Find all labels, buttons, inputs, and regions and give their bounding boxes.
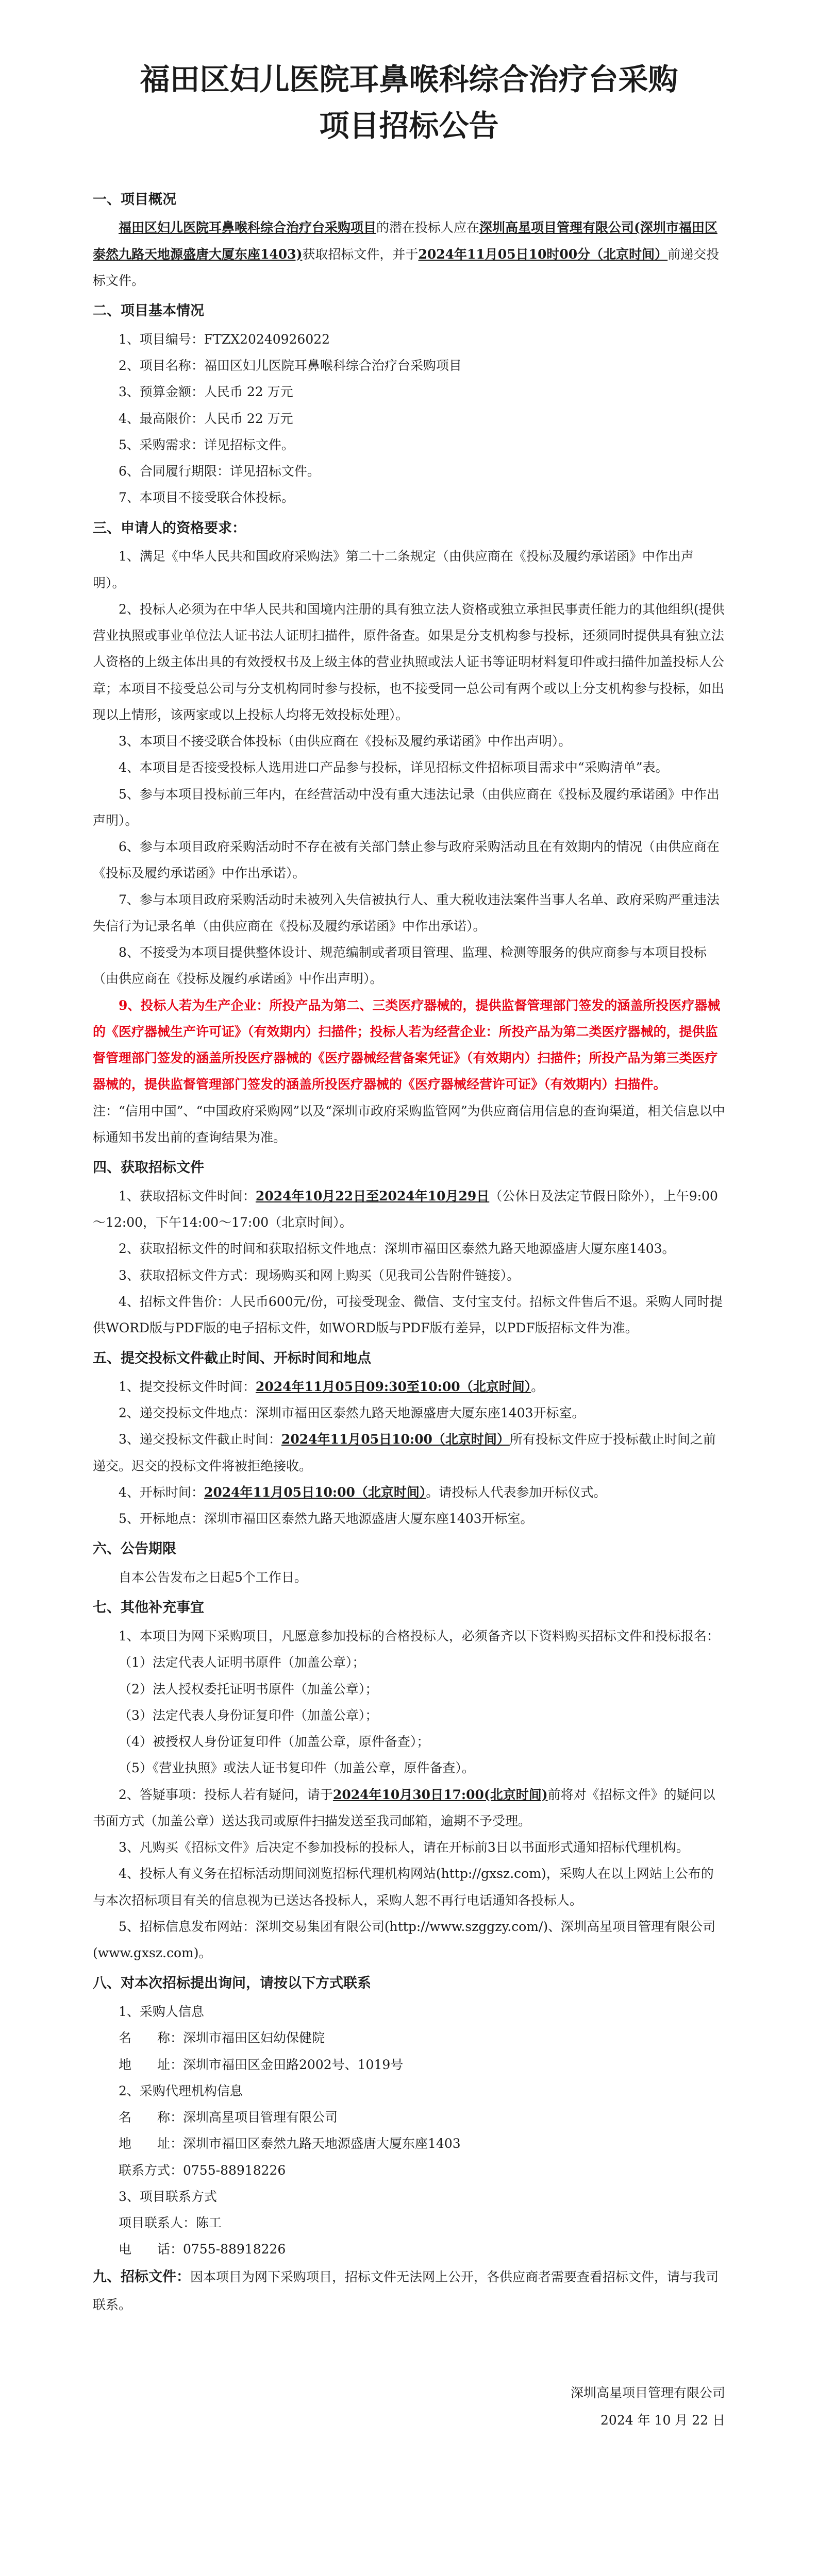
page-title <box>93 57 725 149</box>
offline-purchase-note: 1、本项目为网下采购项目，凡愿意参加投标的合格投标人，必须备齐以下资料购买招标文件和投标报名： <box>119 1629 720 1644</box>
project-name-inline: 福田区妇儿医院耳鼻喉科综合治疗台采购项目 <box>119 220 377 235</box>
s1-text-d: 获取招标文件，并于 <box>302 246 419 262</box>
section-6-heading: 六、公告期限 <box>93 1541 176 1557</box>
section-1-heading: 一、项目概况 <box>93 191 176 208</box>
qualification-item: 1、满足《中华人民共和国政府采购法》第二十二条规定（由供应商在《投标及履约承诺函》中作出声明）。 <box>93 549 694 590</box>
deadline-inline: 2024年11月05日10时00分（北京时间） <box>418 246 668 262</box>
section-7-heading: 七、其他补充事宜 <box>93 1600 204 1616</box>
submission-time-label: 1、提交投标文件时间： <box>119 1379 256 1394</box>
qualification-item: 2、投标人必须为在中华人民共和国境内注册的具有独立法人资格或独立承担民事责任能力的其他组织(提供营业执照或事业单位法人证书法人证明扫描件，原件备查。如果是分支机构参与投标，还须同时提供具有独立法人资格的上级主体出具的有效授权书及上级主体的营业执照或法人证书等证明材料复印件或扫描件加盖投标人公章；本项目不接受总公司与分支机构同时参与投标，也不接受同一总公司有两个或以上分支机构参与投标，如出现以上情形，该两家或以上投标人均将无效投标处理）。 <box>93 601 725 722</box>
section-1-body <box>93 214 725 294</box>
section-9-text: 因本项目为网下采购项目，招标文件无法网上公开，各供应商者需要查看招标文件，请与我司联系。 <box>93 2269 719 2313</box>
qa-note <box>93 1782 725 1835</box>
buyer-address <box>93 2052 725 2078</box>
withdraw-note: 3、凡购买《招标文件》后决定不参加投标的投标人，请在开标前3日以书面形式通知招标代理机构。 <box>119 1840 689 1855</box>
section-4-heading: 四、获取招标文件 <box>93 1160 204 1176</box>
agent-name-label: 名 称： <box>119 2110 183 2125</box>
agent-info-heading: 2、采购代理机构信息 <box>119 2083 243 2098</box>
buyer-name-label: 名 称： <box>119 2030 183 2046</box>
publishing-sites-note: 5、招标信息发布网站：深圳交易集团有限公司(http://www.szggzy.com/)、深圳高星项目管理有限公司(www.gxsz.com)。 <box>93 1919 716 1961</box>
agent-address <box>93 2130 725 2157</box>
opening-time <box>93 1479 725 1505</box>
required-document: （2）法人授权委托证明书原件（加盖公章）； <box>119 1681 378 1697</box>
title-line-2: 项目招标公告 <box>319 108 499 143</box>
basic-info-item: 3、预算金额：人民币 22 万元 <box>119 384 293 400</box>
opening-time-detail: 。请投标人代表参加开标仪式。 <box>426 1484 607 1500</box>
basic-info-item: 6、合同履行期限：详见招标文件。 <box>119 464 320 479</box>
qa-label: 2、答疑事项：投标人若有疑问，请于 <box>119 1787 333 1802</box>
s1-text-f: 前递交投标文件。 <box>93 246 720 288</box>
qualification-item: 7、参与本项目政府采购活动时未被列入失信被执行人、重大税收违法案件当事人名单、政府采购严重违法失信行为记录名单（由供应商在《投标及履约承诺函》中作出承诺）。 <box>93 892 720 934</box>
project-contact-heading: 3、项目联系方式 <box>119 2189 217 2204</box>
qualification-item: 4、本项目是否接受投标人选用进口产品参与投标，详见招标文件招标项目需求中“采购清单”表。 <box>119 760 669 775</box>
agent-name <box>93 2104 725 2130</box>
website-obligation-note: 4、投标人有义务在招标活动期间浏览招标代理机构网站(http://gxsz.com)，采购人在以上网站上公布的与本次招标项目有关的信息视为已送达各投标人，采购人恕不再行电话通知各投标人。 <box>93 1866 714 1908</box>
obtain-time <box>93 1183 725 1236</box>
section-2-heading: 二、项目基本情况 <box>93 303 204 319</box>
basic-info-item: 4、最高限价：人民币 22 万元 <box>119 411 293 426</box>
qualification-item: 3、本项目不接受联合体投标（由供应商在《投标及履约承诺函》中作出声明）。 <box>119 734 572 749</box>
buyer-address-value: 深圳市福田区金田路2002号、1019号 <box>183 2057 404 2072</box>
opening-time-label: 4、开标时间： <box>119 1484 204 1500</box>
opening-time-value: 2024年11月05日10:00（北京时间） <box>204 1484 426 1500</box>
credit-note: 注：“信用中国”、“中国政府采购网”以及“深圳市政府采购监管网”为供应商信用信息的查询渠道，相关信息以中标通知书发出前的查询结果为准。 <box>93 1103 725 1145</box>
submission-location: 2、递交投标文件地点：深圳市福田区泰然九路天地源盛唐大厦东座1403开标室。 <box>119 1405 585 1421</box>
title-line-1: 福田区妇儿医院耳鼻喉科综合治疗台采购 <box>140 62 678 97</box>
submission-time-end: 。 <box>531 1379 544 1394</box>
obtain-date-range: 2024年10月22日至2024年10月29日 <box>255 1188 490 1204</box>
qualification-item: 6、参与本项目政府采购活动时不存在被有关部门禁止参与政府采购活动且在有效期内的情况（由供应商在《投标及履约承诺函》中作出承诺）。 <box>93 839 720 881</box>
obtain-location: 2、获取招标文件的时间和获取招标文件地点：深圳市福田区泰然九路天地源盛唐大厦东座1403。 <box>119 1241 675 1257</box>
deadline-label: 3、递交投标文件截止时间： <box>119 1432 281 1447</box>
deadline-value: 2024年11月05日10:00（北京时间） <box>281 1432 510 1447</box>
document-price: 4、招标文件售价：人民币600元/份，可接受现金、微信、支付宝支付。招标文件售后不退。采购人同时提供WORD版与PDF版的电子招标文件，如WORD版与PDF版有差异，以PDF版招标文件为准。 <box>93 1294 723 1336</box>
obtain-method: 3、获取招标文件方式：现场购买和网上购买（见我司公告附件链接）。 <box>119 1267 520 1283</box>
project-contact-person: 项目联系人：陈工 <box>119 2215 222 2231</box>
required-document: （4）被授权人身份证复印件（加盖公章，原件备查）； <box>119 1734 430 1750</box>
signature-company: 深圳高星项目管理有限公司 <box>570 2385 725 2401</box>
required-document: （3）法定代表人身份证复印件（加盖公章）； <box>119 1707 378 1723</box>
signature-block <box>93 2380 725 2434</box>
obtain-time-detail: （公休日及法定节假日除外），上午9:00～12:00，下午14:00～17:00（北京时间）。 <box>93 1188 718 1230</box>
signature-date: 2024 年 10 月 22 日 <box>600 2412 725 2428</box>
buyer-name-value: 深圳市福田区妇幼保健院 <box>183 2030 325 2046</box>
notice-period: 自本公告发布之日起5个工作日。 <box>119 1570 307 1585</box>
qa-deadline: 2024年10月30日17:00(北京时间) <box>332 1787 548 1802</box>
agency-inline: 深圳高星项目管理有限公司(深圳市福田区泰然九路天地源盛唐大厦东座1403) <box>93 220 717 262</box>
section-8-heading: 八、对本次招标提出询问，请按以下方式联系 <box>93 1975 371 1992</box>
agent-address-value: 深圳市福田区泰然九路天地源盛唐大厦东座1403 <box>183 2136 461 2151</box>
section-9 <box>93 2263 725 2318</box>
agent-name-value: 深圳高星项目管理有限公司 <box>183 2110 338 2125</box>
section-5-heading: 五、提交投标文件截止时间、开标时间和地点 <box>93 1350 371 1367</box>
s1-text-b: 的潜在投标人应在 <box>376 220 480 235</box>
required-document: （5）《营业执照》或法人证书复印件（加盖公章，原件备查）。 <box>119 1760 475 1776</box>
buyer-info-heading: 1、采购人信息 <box>119 2004 204 2020</box>
deadline-detail: 所有投标文件应于投标截止时间之前递交。迟交的投标文件将被拒绝接收。 <box>93 1432 716 1473</box>
qualification-item: 8、不接受为本项目提供整体设计、规范编制或者项目管理、监理、检测等服务的供应商参与本项目投标（由供应商在《投标及履约承诺函》中作出声明）。 <box>93 945 707 987</box>
agent-phone: 联系方式：0755-88918226 <box>119 2162 286 2178</box>
qualification-item: 5、参与本项目投标前三年内，在经营活动中没有重大违法记录（由供应商在《投标及履约承诺函》中作出声明）。 <box>93 786 720 828</box>
project-contact-phone: 电 话：0755-88918226 <box>119 2242 286 2257</box>
section-3-heading: 三、申请人的资格要求： <box>93 520 246 536</box>
obtain-time-label: 1、获取招标文件时间： <box>119 1188 256 1204</box>
buyer-name <box>93 2025 725 2051</box>
section-9-heading: 九、招标文件： <box>93 2268 190 2285</box>
medical-device-requirement: 9、投标人若为生产企业：所投产品为第二、三类医疗器械的，提供监督管理部门签发的涵盖所投医疗器械的《医疗器械生产许可证》（有效期内）扫描件；投标人若为经营企业：所投产品为第二类医疗器械的，提供监督管理部门签发的涵盖所投医疗器械的《医疗器械经营备案凭证》（有效期内）扫描件；所投产品为第三类医疗器械的，提供监督管理部门签发的涵盖所投医疗器械的《医疗器械经营许可证》（有效期内）扫描件。 <box>93 997 721 1092</box>
basic-info-item: 1、项目编号：FTZX20240926022 <box>119 331 330 347</box>
submission-deadline <box>93 1426 725 1479</box>
submission-time <box>93 1374 725 1400</box>
basic-info-item: 2、项目名称：福田区妇儿医院耳鼻喉科综合治疗台采购项目 <box>119 358 462 374</box>
basic-info-item: 5、采购需求：详见招标文件。 <box>119 437 294 452</box>
buyer-address-label: 地 址： <box>119 2057 183 2072</box>
basic-info-item: 7、本项目不接受联合体投标。 <box>119 490 294 505</box>
qa-detail: 前将对《招标文件》的疑问以书面方式（加盖公章）送达我司或原件扫描发送至我司邮箱，逾期不予受理。 <box>93 1787 715 1828</box>
required-document: （1）法定代表人证明书原件（加盖公章）； <box>119 1655 365 1670</box>
opening-location: 5、开标地点：深圳市福田区泰然九路天地源盛唐大厦东座1403开标室。 <box>119 1511 533 1527</box>
agent-address-label: 地 址： <box>119 2136 183 2151</box>
submission-time-value: 2024年11月05日09:30至10:00（北京时间） <box>255 1379 531 1394</box>
